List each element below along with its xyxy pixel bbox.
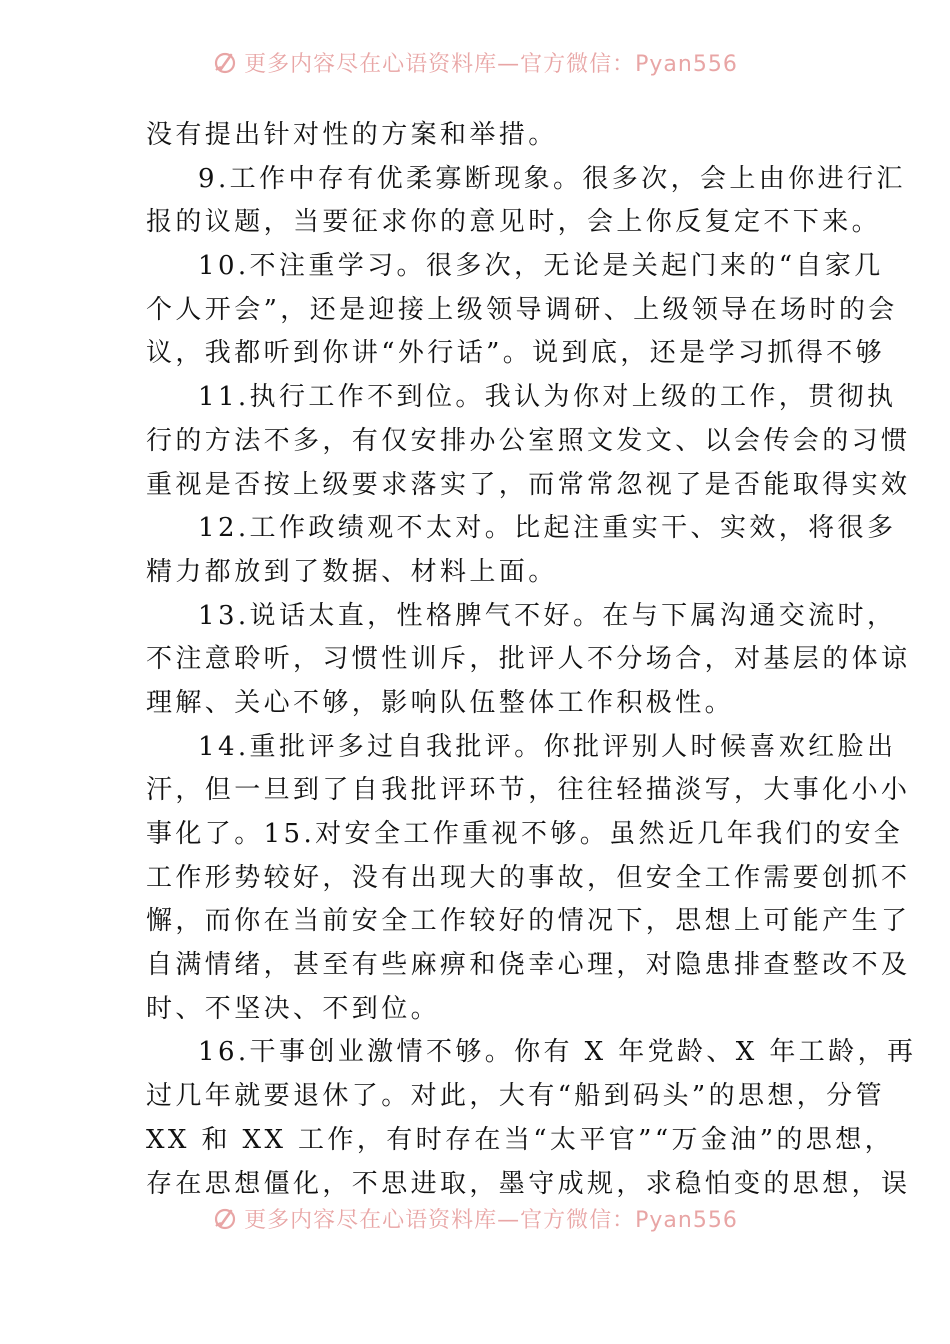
watermark-text: 更多内容尽在心语资料库—官方微信：Pyan556 bbox=[244, 1207, 738, 1233]
pen-logo-icon bbox=[212, 1205, 238, 1231]
footer-watermark bbox=[0, 1204, 950, 1244]
document-body bbox=[146, 114, 917, 1206]
text-line: 不注意聆听，习惯性训斥，批评人不分场合，对基层的体谅 bbox=[146, 644, 911, 675]
text-line: 理解、关心不够，影响队伍整体工作积极性。 bbox=[146, 687, 735, 718]
text-line: 自满情绪，甚至有些麻痹和侥幸心理，对隐患排查整改不及 bbox=[146, 950, 911, 981]
text-line: 懈，而你在当前安全工作较好的情况下，思想上可能产生了 bbox=[146, 906, 911, 937]
text-line: 时、不坚决、不到位。 bbox=[146, 993, 441, 1024]
text-line: 重视是否按上级要求落实了，而常常忽视了是否能取得实效 bbox=[146, 469, 911, 500]
text-line: 14.重批评多过自我批评。你批评别人时候喜欢红脸出 bbox=[198, 731, 897, 762]
text-line: 9.工作中存有优柔寡断现象。很多次，会上由你进行汇 bbox=[198, 163, 906, 194]
text-line: 个人开会”，还是迎接上级领导调研、上级领导在场时的会 bbox=[146, 294, 898, 325]
text-line: 行的方法不多，有仅安排办公室照文发文、以会传会的习惯 bbox=[146, 425, 911, 456]
text-line: 16.干事创业激情不够。你有 X 年党龄、X 年工龄，再 bbox=[198, 1037, 917, 1068]
text-line: 议，我都听到你讲“外行话”。说到底，还是学习抓得不够 bbox=[146, 338, 885, 369]
text-line: 11.执行工作不到位。我认为你对上级的工作，贯彻执 bbox=[198, 382, 897, 413]
text-line: 没有提出针对性的方案和举措。 bbox=[146, 120, 558, 150]
text-line: 报的议题，当要征求你的意见时，会上你反复定不下来。 bbox=[146, 207, 882, 238]
text-line: 10.不注重学习。很多次，无论是关起门来的“自家几 bbox=[198, 251, 884, 282]
text-line: 工作形势较好，没有出现大的事故，但安全工作需要创抓不 bbox=[146, 862, 911, 893]
text-line: 过几年就要退休了。对此，大有“船到码头”的思想，分管 bbox=[146, 1081, 885, 1112]
text-line: 汗，但一旦到了自我批评环节，往往轻描淡写，大事化小小 bbox=[146, 775, 911, 806]
text-line: 存在思想僵化，不思进取，墨守成规，求稳怕变的思想，误 bbox=[146, 1168, 911, 1199]
text-line: 12.工作政绩观不太对。比起注重实干、实效，将很多 bbox=[198, 513, 897, 544]
text-line: 13.说话太直，性格脾气不好。在与下属沟通交流时， bbox=[198, 600, 897, 631]
text-line: XX 和 XX 工作，有时存在当“太平官”“万金油”的思想， bbox=[146, 1124, 895, 1155]
text-line: 精力都放到了数据、材料上面。 bbox=[146, 556, 558, 587]
pen-logo-icon bbox=[212, 49, 238, 75]
text-line: 事化了。15.对安全工作重视不够。虽然近几年我们的安全 bbox=[146, 819, 904, 849]
watermark-text: 更多内容尽在心语资料库—官方微信：Pyan556 bbox=[244, 51, 738, 77]
header-watermark bbox=[0, 48, 950, 88]
